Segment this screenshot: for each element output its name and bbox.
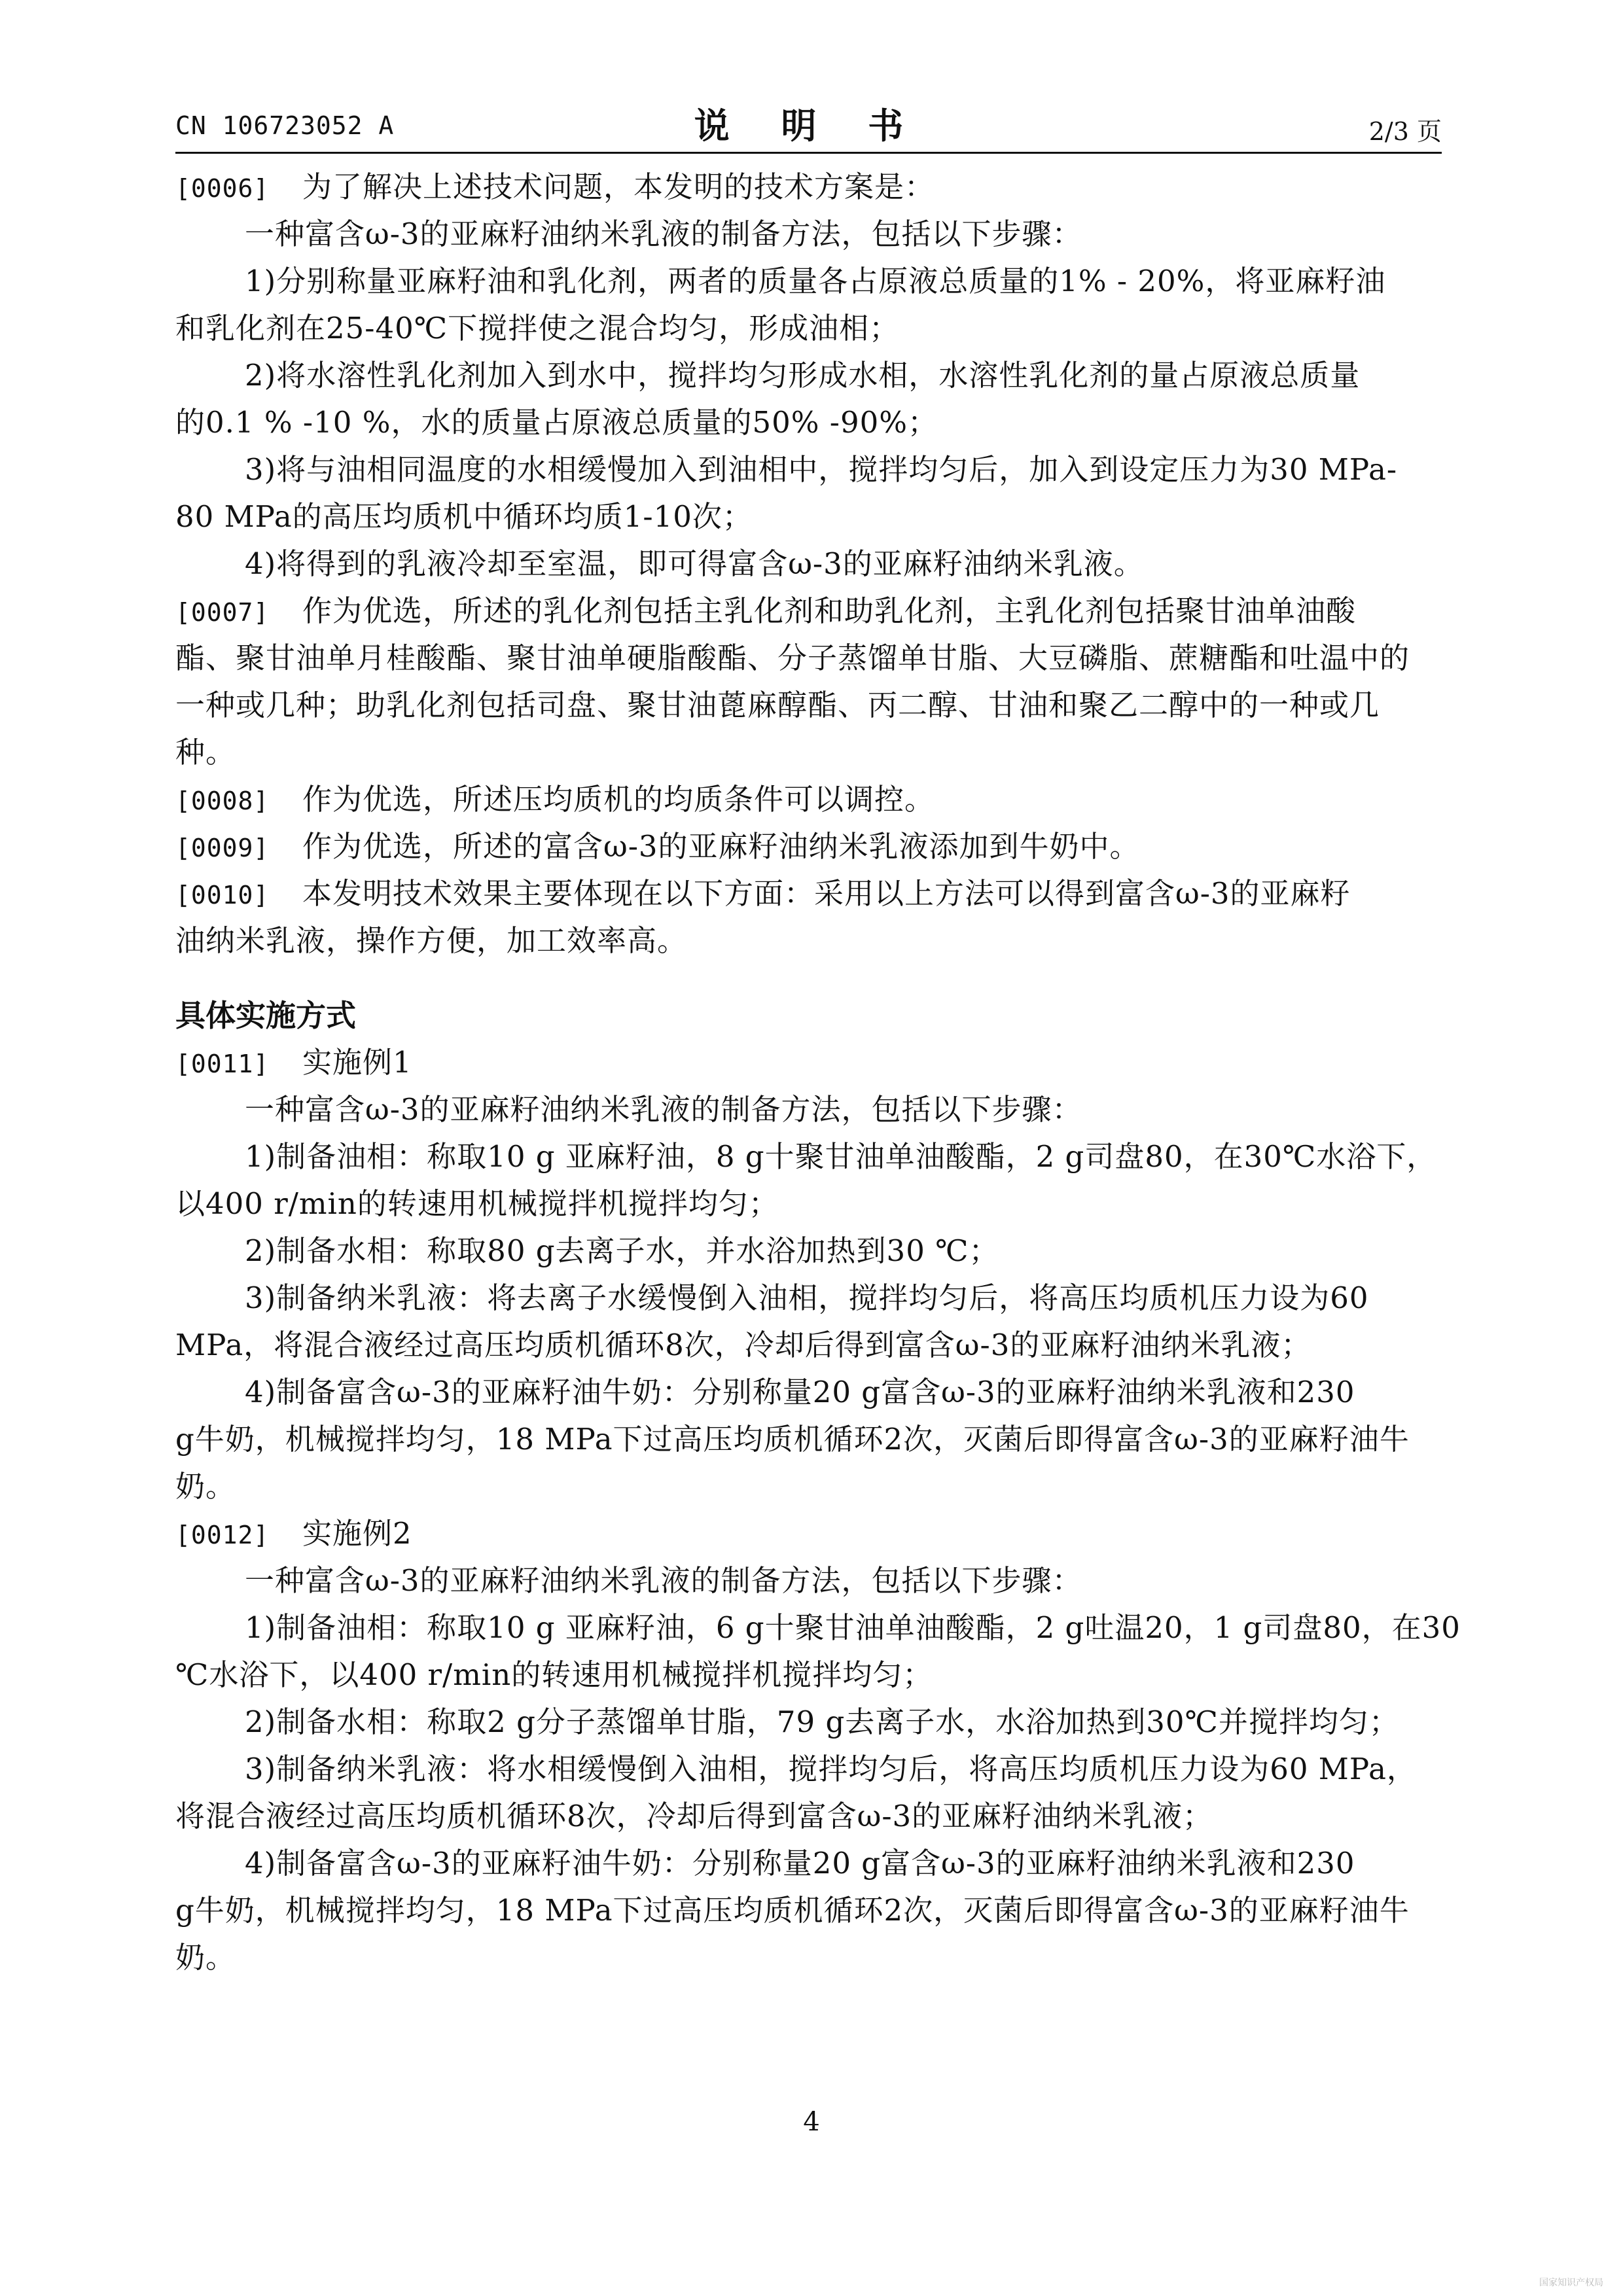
example-2-intro-line: 一种富含ω-3的亚麻籽油纳米乳液的制备方法，包括以下步骤： [245, 1563, 1082, 1598]
paragraph-0008-line-1: [0008] 作为优选，所述压均质机的均质条件可以调控。 [175, 776, 1445, 823]
example-2-step-3-line-2: 将混合液经过高压均质机循环8次，冷却后得到富含ω-3的亚麻籽油纳米乳液； [175, 1799, 1213, 1833]
example-1-step-3-line-1: 3)制备纳米乳液：将去离子水缓慢倒入油相，搅拌均匀后，将高压均质机压力设为60 [245, 1280, 1369, 1315]
paragraph-0007-line-2: 酯、聚甘油单月桂酸酯、聚甘油单硬脂酸酯、分子蒸馏单甘脂、大豆磷脂、蔗糖酯和吐温中的 [175, 641, 1410, 675]
section-heading: 具体实施方式 [175, 998, 356, 1033]
paragraph-0010-line-1: [0010] 本发明技术效果主要体现在以下方面：采用以上方法可以得到富含ω-3的亚麻籽 [175, 870, 1445, 917]
paragraph-tag: [0011] [175, 1050, 270, 1078]
step-2-line-1: 2)将水溶性乳化剂加入到水中，搅拌均匀形成水相，水溶性乳化剂的量占原液总质量 [245, 358, 1361, 393]
example-2-step-4-line-1: 4)制备富含ω-3的亚麻籽油牛奶：分别称量20 g富含ω-3的亚麻籽油纳米乳液和230 [245, 1846, 1355, 1881]
page-header [175, 98, 1442, 147]
example-1-step-2-line-1: 2)制备水相：称取80 g去离子水，并水浴加热到30 ℃； [245, 1233, 999, 1268]
paragraph-tag: [0009] [175, 834, 270, 862]
step-3-line-2: 80 MPa的高压均质机中循环均质1-10次； [175, 499, 753, 534]
header-rule [175, 152, 1442, 154]
example-2-step-4-line-2: g牛奶，机械搅拌均匀，18 MPa下过高压均质机循环2次，灭菌后即得富含ω-3的亚麻籽油牛 [175, 1893, 1410, 1928]
paragraph-0011-line-1: [0011] 实施例1 [175, 1039, 1445, 1086]
step-1-line-2: 和乳化剂在25-40℃下搅拌使之混合均匀，形成油相； [175, 311, 900, 345]
example-2-step-3-line-1: 3)制备纳米乳液：将水相缓慢倒入油相，搅拌均匀后，将高压均质机压力设为60 MPa， [245, 1752, 1417, 1786]
paragraph-0007-line-3: 一种或几种；助乳化剂包括司盘、聚甘油蓖麻醇酯、丙二醇、甘油和聚乙二醇中的一种或几 [175, 688, 1380, 722]
paragraph-tag: [0008] [175, 786, 270, 815]
example-1-step-4-line-3: 奶。 [175, 1469, 236, 1504]
step-1-line-1: 1)分别称量亚麻籽油和乳化剂，两者的质量各占原液总质量的1% - 20%，将亚麻籽油 [245, 264, 1386, 298]
document-body [175, 164, 1461, 1981]
footer-watermark: 国家知识产权局 [1539, 2278, 1603, 2288]
paragraph-tag: [0012] [175, 1521, 270, 1549]
paragraph-0006-line-1: [0006] 为了解决上述技术问题，本发明的技术方案是： [175, 164, 1445, 211]
paragraph-0009-line-1: [0009] 作为优选，所述的富含ω-3的亚麻籽油纳米乳液添加到牛奶中。 [175, 823, 1445, 870]
paragraph-0007-line-1: [0007] 作为优选，所述的乳化剂包括主乳化剂和助乳化剂，主乳化剂包括聚甘油单油酸 [175, 588, 1445, 635]
example-2-step-1-line-2: ℃水浴下，以400 r/min的转速用机械搅拌机搅拌均匀； [175, 1657, 933, 1692]
example-1-intro-line: 一种富含ω-3的亚麻籽油纳米乳液的制备方法，包括以下步骤： [245, 1092, 1082, 1127]
step-3-line-1: 3)将与油相同温度的水相缓慢加入到油相中，搅拌均匀后，加入到设定压力为30 MPa- [245, 452, 1398, 487]
document-title: 说 明 书 [694, 105, 923, 147]
example-1-step-4-line-2: g牛奶，机械搅拌均匀，18 MPa下过高压均质机循环2次，灭菌后即得富含ω-3的亚麻籽油牛 [175, 1422, 1410, 1457]
example-2-step-1-line-1: 1)制备油相：称取10 g 亚麻籽油，6 g十聚甘油单油酸酯，2 g吐温20，1 g司盘80，在30 [245, 1610, 1461, 1645]
example-1-step-3-line-2: MPa，将混合液经过高压均质机循环8次，冷却后得到富含ω-3的亚麻籽油纳米乳液； [175, 1328, 1311, 1362]
example-2-step-2-line-1: 2)制备水相：称取2 g分子蒸馏单甘脂，79 g去离子水，水浴加热到30℃并搅拌均匀； [245, 1704, 1399, 1739]
paragraph-0010-line-2: 油纳米乳液，操作方便，加工效率高。 [175, 923, 688, 958]
example-1-step-4-line-1: 4)制备富含ω-3的亚麻籽油牛奶：分别称量20 g富含ω-3的亚麻籽油纳米乳液和230 [245, 1375, 1355, 1409]
paragraph-tag: [0007] [175, 598, 270, 627]
paragraph-tag: [0006] [175, 174, 270, 203]
page-indicator: 2/3 页 [1368, 117, 1442, 146]
step-4-line-1: 4)将得到的乳液冷却至室温，即可得富含ω-3的亚麻籽油纳米乳液。 [245, 546, 1144, 581]
page-number: 4 [803, 2107, 820, 2137]
patent-number: CN 106723052 A [175, 111, 395, 140]
paragraph-0007-line-4: 种。 [175, 735, 236, 769]
example-2-step-4-line-3: 奶。 [175, 1940, 236, 1975]
example-1-step-1-line-2: 以400 r/min的转速用机械搅拌机搅拌均匀； [175, 1186, 779, 1221]
step-2-line-2: 的0.1 % -10 %，水的质量占原液总质量的50% -90%； [175, 405, 938, 440]
method-intro-line: 一种富含ω-3的亚麻籽油纳米乳液的制备方法，包括以下步骤： [245, 217, 1082, 251]
example-1-step-1-line-1: 1)制备油相：称取10 g 亚麻籽油，8 g十聚甘油单油酸酯，2 g司盘80，在30℃水浴下， [245, 1139, 1437, 1174]
paragraph-0012-line-1: [0012] 实施例2 [175, 1510, 1445, 1557]
paragraph-tag: [0010] [175, 881, 270, 910]
